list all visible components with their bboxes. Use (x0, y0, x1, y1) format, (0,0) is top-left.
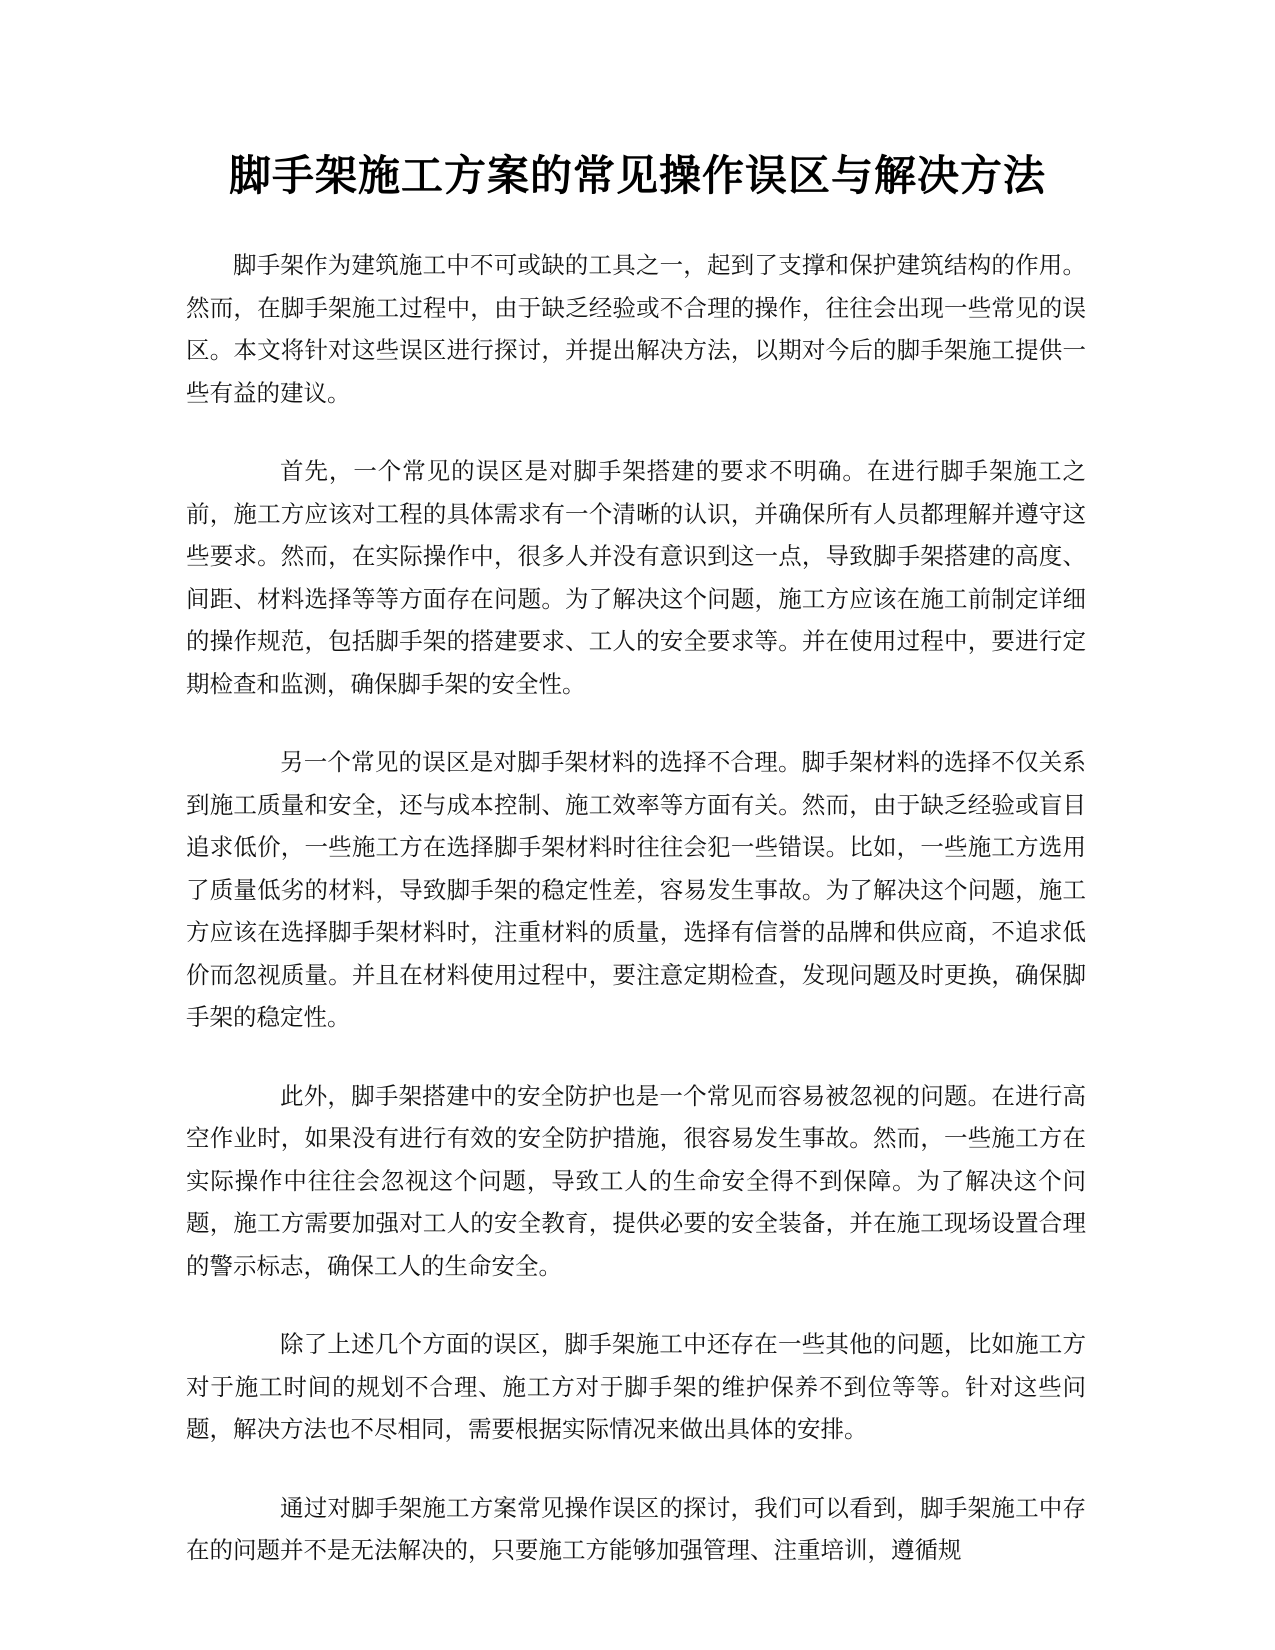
paragraph-requirements: 首先，一个常见的误区是对脚手架搭建的要求不明确。在进行脚手架施工之前，施工方应该对工程的具体需求有一个清晰的认识，并确保所有人员都理解并遵守这些要求。然而，在实际操作中，很多人并没有意识到这一点，导致脚手架搭建的高度、间距、材料选择等等方面存在问题。为了解决这个问题，施工方应该在施工前制定详细的操作规范，包括脚手架的搭建要求、工人的安全要求等。并在使用过程中，要进行定期检查和监测，确保脚手架的安全性。 (186, 457, 1086, 698)
paragraph-conclusion: 通过对脚手架施工方案常见操作误区的探讨，我们可以看到，脚手架施工中存在的问题并不是无法解决的，只要施工方能够加强管理、注重培训，遵循规 (186, 1493, 1086, 1564)
paragraph-materials: 另一个常见的误区是对脚手架材料的选择不合理。脚手架材料的选择不仅关系到施工质量和安全，还与成本控制、施工效率等方面有关。然而，由于缺乏经验或盲目追求低价，一些施工方在选择脚手架材料时往往会犯一些错误。比如，一些施工方选用了质量低劣的材料，导致脚手架的稳定性差，容易发生事故。为了解决这个问题，施工方应该在选择脚手架材料时，注重材料的质量，选择有信誉的品牌和供应商，不追求低价而忽视质量。并且在材料使用过程中，要注意定期检查，发现问题及时更换，确保脚手架的稳定性。 (186, 748, 1086, 1031)
paragraph-safety: 此外，脚手架搭建中的安全防护也是一个常见而容易被忽视的问题。在进行高空作业时，如果没有进行有效的安全防护措施，很容易发生事故。然而，一些施工方在实际操作中往往会忽视这个问题，导致工人的生命安全得不到保障。为了解决这个问题，施工方需要加强对工人的安全教育，提供必要的安全装备，并在施工现场设置合理的警示标志，确保工人的生命安全。 (186, 1081, 1086, 1280)
document-title: 脚手架施工方案的常见操作误区与解决方法 (228, 151, 1046, 200)
document-body (186, 244, 1086, 1608)
paragraph-other-issues: 除了上述几个方面的误区，脚手架施工中还存在一些其他的问题，比如施工方对于施工时间的规划不合理、施工方对于脚手架的维护保养不到位等等。针对这些问题，解决方法也不尽相同，需要根据实际情况来做出具体的安排。 (186, 1330, 1086, 1443)
paragraph-intro: 脚手架作为建筑施工中不可或缺的工具之一，起到了支撑和保护建筑结构的作用。然而，在脚手架施工过程中，由于缺乏经验或不合理的操作，往往会出现一些常见的误区。本文将针对这些误区进行探讨，并提出解决方法，以期对今后的脚手架施工提供一些有益的建议。 (186, 251, 1086, 407)
